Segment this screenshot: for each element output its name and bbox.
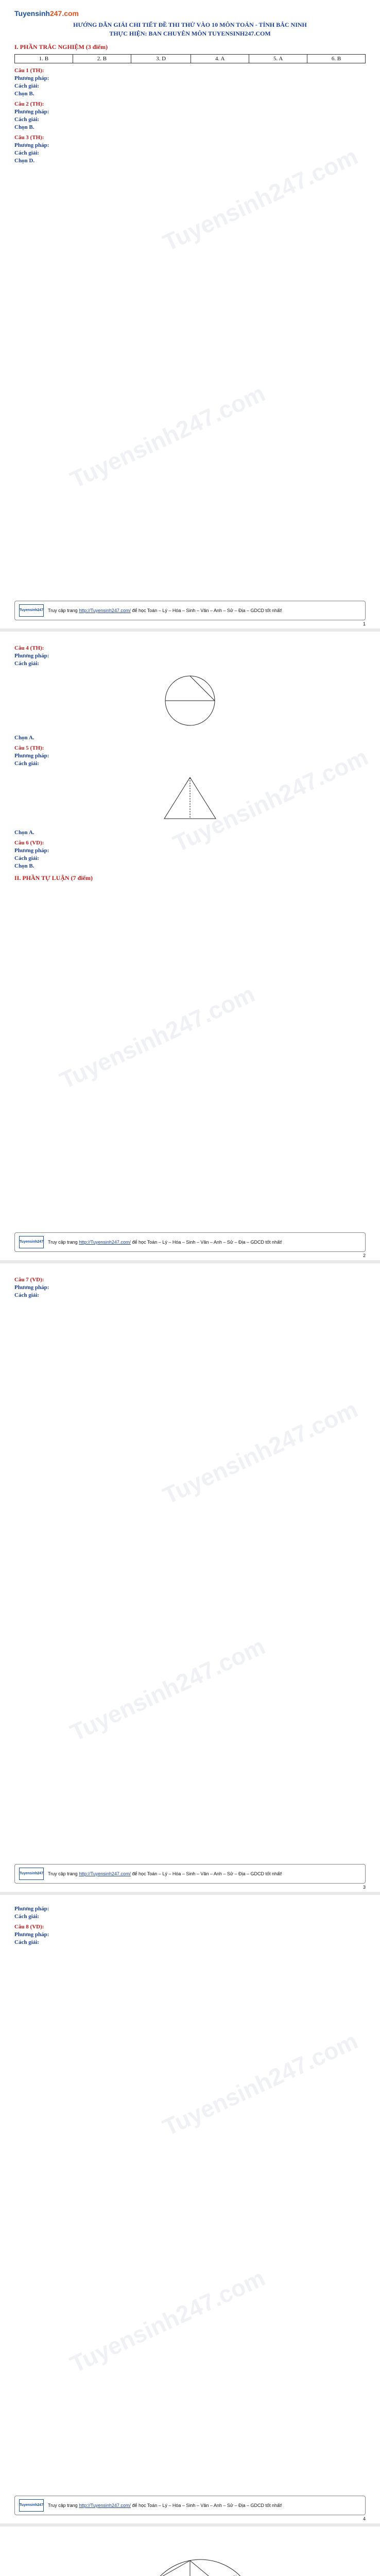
question-heading: Câu 7 (VD): [14,1277,44,1283]
watermark: Tuyensinh247.com [66,1632,269,1747]
answer-cell: 3. D [131,54,191,63]
solution-label: Cách giải: [14,149,39,156]
triangle-figure [154,770,226,826]
watermark: Tuyensinh247.com [169,743,372,857]
page-2 [0,632,380,1260]
choice-label: Chọn B. [14,124,34,130]
answer-cell: 4. A [191,54,249,63]
question-heading: Câu 3 (TH): [14,134,44,141]
page-footer: Tuyensinh247 Truy cập trang http://Tuyensinh247.com/ để học Toán – Lý – Hóa – Sinh – Văn – Anh – Sử – Địa – GDCD tốt nhất! [14,1232,366,1252]
solution-label: Cách giải: [14,82,39,89]
question-heading: Câu 4 (TH): [14,645,44,651]
circle-figure [149,670,231,732]
watermark: Tuyensinh247.com [66,2264,269,2378]
question-heading: Câu 2 (TH): [14,100,44,107]
answer-cell: 1. B [15,54,73,63]
method-label: Phương pháp: [14,1906,49,1912]
page-footer: Tuyensinh247 Truy cập trang http://Tuyensinh247.com/ để học Toán – Lý – Hóa – Sinh – Văn – Anh – Sử – Địa – GDCD tốt nhất! [14,2496,366,2515]
site-link[interactable]: http://Tuyensinh247.com/ [79,607,131,613]
method-label: Phương pháp: [14,108,49,115]
page-footer: Tuyensinh247 Truy cập trang http://Tuyensinh247.com/ để học Toán – Lý – Hóa – Sinh – Văn – Anh – Sử – Địa – GDCD tốt nhất! [14,601,366,620]
watermark: Tuyensinh247.com [159,142,362,257]
watermark: Tuyensinh247.com [159,1395,362,1510]
watermark: Tuyensinh247.com [159,2027,362,2141]
watermark: Tuyensinh247.com [56,980,259,1094]
answer-cell: 5. A [249,54,307,63]
question-heading: Câu 1 (TH): [14,67,44,74]
question-heading: Câu 6 (VD): [14,840,44,846]
choice-label: Chọn D. [14,157,35,164]
solution-label: Cách giải: [14,1913,39,1920]
document-title: HƯỚNG DẪN GIẢI CHI TIẾT ĐỀ THI THỬ VÀO 10 MÔN TOÁN - TỈNH BẮC NINH THỰC HIỆN: BAN CHUYÊN MÔN TUYENSINH247.COM [73,21,307,37]
footer-logo: Tuyensinh247 [19,2499,44,2512]
choice-label: Chọn B. [14,863,34,869]
site-link[interactable]: http://Tuyensinh247.com/ [79,1239,131,1245]
page-4 [0,1895,380,2523]
question-heading: Câu 5 (TH): [14,745,44,751]
solution-label: Cách giải: [14,116,39,123]
answer-cell: 2. B [73,54,131,63]
method-label: Phương pháp: [14,75,49,81]
solution-label: Cách giải: [14,760,39,767]
footer-logo: Tuyensinh247 [19,1236,44,1248]
page-3 [0,1263,380,1892]
site-link[interactable]: http://Tuyensinh247.com/ [79,1871,131,1876]
section-title-part2: II. PHẦN TỰ LUẬN (7 điểm) [14,874,93,882]
page-number: 2 [362,1253,366,1258]
page-footer: Tuyensinh247 Truy cập trang http://Tuyensinh247.com/ để học Toán – Lý – Hóa – Sinh – Văn – Anh – Sử – Địa – GDCD tốt nhất! [14,1864,366,1884]
method-label: Phương pháp: [14,142,49,148]
page-1 [0,0,380,629]
section-title-part1: I. PHẦN TRẮC NGHIỆM (3 điểm) [14,43,108,50]
question-heading: Câu 8 (VD): [14,1924,44,1930]
page-number: 4 [362,2516,366,2521]
method-label: Phương pháp: [14,753,49,759]
page-number: 1 [362,621,366,626]
footer-logo: Tuyensinh247 [19,604,44,617]
method-label: Phương pháp: [14,1284,49,1291]
geometry-figure [82,2539,298,2576]
method-label: Phương pháp: [14,1931,49,1938]
choice-label: Chọn B. [14,90,34,97]
solution-label: Cách giải: [14,1939,39,1945]
choice-label: Chọn A. [14,735,34,741]
choice-label: Chọn A. [14,829,34,836]
site-link[interactable]: http://Tuyensinh247.com/ [79,2502,131,2508]
page-5 [0,2527,380,2576]
solution-label: Cách giải: [14,1292,39,1298]
watermark: Tuyensinh247.com [66,379,269,494]
solution-label: Cách giải: [14,855,39,861]
answer-cell: 6. B [307,54,366,63]
brand-logo: Tuyensinh247.com [14,9,79,18]
footer-logo: Tuyensinh247 [19,1868,44,1880]
method-label: Phương pháp: [14,848,49,854]
method-label: Phương pháp: [14,653,49,659]
page-number: 3 [362,1885,366,1890]
solution-label: Cách giải: [14,660,39,667]
answer-table [14,54,366,63]
